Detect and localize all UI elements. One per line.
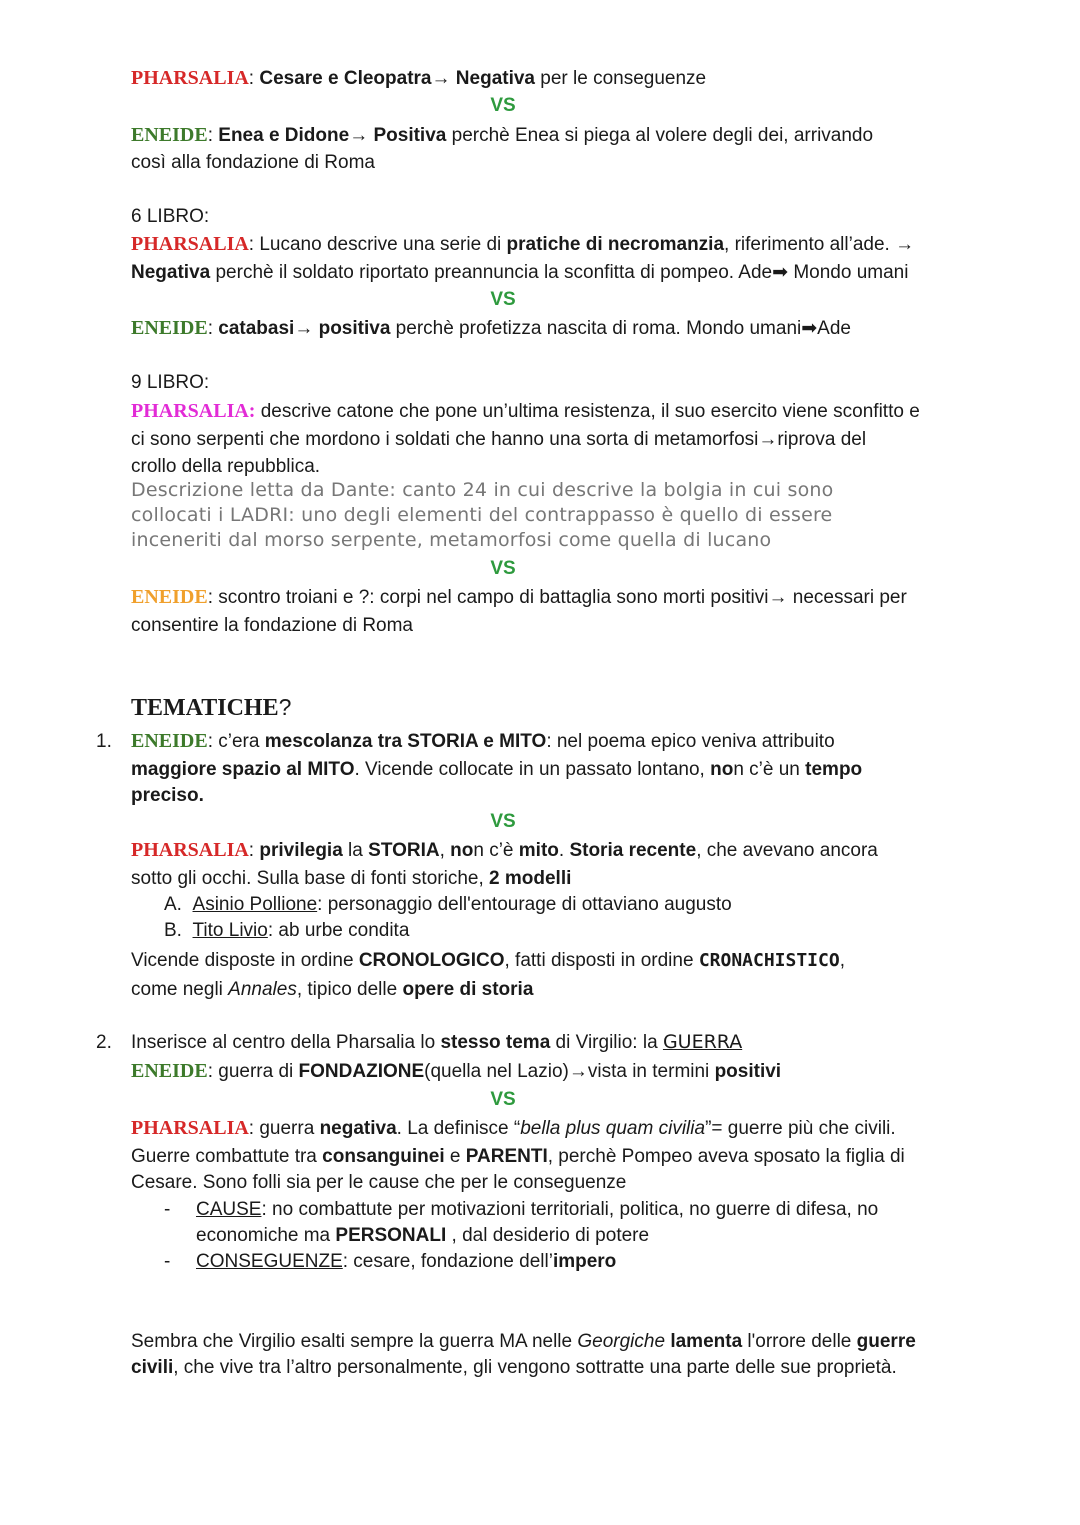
- text: positiva: [318, 318, 391, 339]
- text: . Vicende collocate in un passato lontano,: [354, 759, 711, 780]
- dante-note-line: collocati i LADRI: uno degli elementi del contrappasso è quello di essere: [131, 504, 833, 526]
- pharsalia-libro9-line: [131, 398, 920, 425]
- eneide-tematica-line: [131, 728, 835, 755]
- text: Cesare e Cleopatra: [259, 68, 432, 89]
- text: c’era: [218, 731, 265, 752]
- eneide-label: ENEIDE: [131, 317, 208, 339]
- text: privilegia: [259, 840, 343, 861]
- text: economiche ma: [196, 1225, 336, 1246]
- text: , che vive tra l’altro personalmente, gli vengono sottratte una parte delle sue proprietà.: [173, 1357, 897, 1378]
- bullet-dash: -: [164, 1199, 171, 1220]
- text: n c’è: [473, 840, 519, 861]
- closing-line: [131, 1328, 916, 1355]
- heading-text: TEMATICHE: [131, 695, 279, 721]
- text-line: [131, 1029, 742, 1056]
- text: Georgiche: [577, 1331, 666, 1352]
- text: , tipico delle: [296, 979, 403, 1000]
- conseguenze-line: [196, 1248, 616, 1275]
- text: , fatti disposti in ordine: [504, 950, 699, 971]
- eneide-label: ENEIDE: [131, 1060, 208, 1082]
- text: no: [710, 759, 734, 780]
- text-line: ci sono serpenti che mordono i soldati che hanno una sorta di metamorfosi→riprova del: [131, 429, 867, 450]
- text: ,: [439, 840, 451, 861]
- text: Positiva: [373, 125, 447, 146]
- text: per le conseguenze: [535, 68, 707, 89]
- text: CRONACHISTICO: [698, 950, 840, 971]
- text: tempo: [805, 759, 863, 780]
- pharsalia-libro6-line: [131, 231, 914, 258]
- text: , dal desiderio di potere: [446, 1225, 650, 1246]
- text: maggiore spazio al MITO: [131, 759, 355, 780]
- text: l'orrore delle: [742, 1331, 857, 1352]
- pharsalia-guerra-line: [131, 1115, 896, 1142]
- text: negativa: [319, 1118, 397, 1139]
- text-line: preciso.: [131, 785, 204, 806]
- eneide-libro9-line: [131, 584, 907, 611]
- text: perchè profetizza nascita di roma. Mondo umani: [390, 318, 802, 339]
- list-letter: A.: [164, 894, 182, 915]
- text: Ade: [817, 318, 851, 339]
- pharsalia-tematica-line: [131, 837, 878, 864]
- text: guerra: [259, 1118, 320, 1139]
- pharsalia-label: PHARSALIA: [131, 233, 249, 255]
- tematiche-heading: [131, 692, 291, 725]
- text: , che avevano ancora: [696, 840, 878, 861]
- sub-list-item: [164, 917, 409, 944]
- pharsalia-label: PHARSALIA:: [131, 400, 256, 422]
- text: CRONOLOGICO: [358, 950, 505, 971]
- dante-note-line: Descrizione letta da Dante: canto 24 in cui descrive la bolgia in cui sono: [131, 479, 834, 501]
- text: 2 modelli: [489, 868, 572, 889]
- text: lamenta: [670, 1331, 743, 1352]
- text: :: [207, 587, 219, 608]
- vs-label: VS: [490, 1089, 516, 1110]
- eneide-guerra-line: [131, 1058, 781, 1085]
- text: :: [248, 68, 260, 89]
- eneide-enea-line: [131, 122, 873, 149]
- pharsalia-cesare-line: [131, 65, 706, 92]
- text: ,: [839, 950, 845, 971]
- text: :: [207, 1061, 219, 1082]
- text: bella plus quam civilia: [520, 1118, 706, 1139]
- source-name: Tito Livio: [192, 920, 268, 941]
- text: , riferimento all’ade. →: [724, 234, 915, 255]
- text: :: [207, 125, 219, 146]
- libro-6-heading: 6 LIBRO:: [131, 206, 210, 227]
- list-letter: B.: [164, 920, 182, 941]
- text: mito: [518, 840, 559, 861]
- text: , perchè Pompeo aveva sposato la figlia di: [547, 1146, 905, 1167]
- eneide-label: ENEIDE: [131, 586, 208, 608]
- text: descrive catone che pone un’ultima resistenza, il suo esercito viene sconfitto e: [255, 401, 920, 422]
- text: Negativa: [131, 262, 211, 283]
- text: GUERRA: [662, 1031, 743, 1053]
- text: consanguinei: [322, 1146, 445, 1167]
- text: : ab urbe condita: [267, 920, 410, 941]
- text: guerra di: [218, 1061, 299, 1082]
- text-line: [131, 947, 845, 974]
- text-line: consentire la fondazione di Roma: [131, 615, 414, 636]
- libro-9-heading: 9 LIBRO:: [131, 372, 210, 393]
- text: : nel poema epico veniva attribuito: [546, 731, 835, 752]
- text: (quella nel Lazio)→vista in termini: [424, 1061, 715, 1082]
- text-line: [131, 756, 862, 783]
- text: Vicende disposte in ordine: [131, 950, 359, 971]
- text: positivi: [714, 1061, 782, 1082]
- text: .: [558, 840, 570, 861]
- eneide-libro6-line: [131, 315, 851, 342]
- sub-list-item: [164, 891, 732, 918]
- text: Lucano descrive una serie di: [259, 234, 507, 255]
- text: la: [342, 840, 369, 861]
- arrow-icon: ➡: [801, 318, 818, 339]
- text: come negli: [131, 979, 229, 1000]
- closing-line: [131, 1354, 897, 1381]
- text: sotto gli occhi. Sulla base di fonti storiche,: [131, 868, 490, 889]
- arrow: →: [431, 68, 456, 89]
- text-line: Cesare. Sono folli sia per le cause che per le conseguenze: [131, 1172, 627, 1193]
- eneide-label: ENEIDE: [131, 730, 208, 752]
- text: CONSEGUENZE: [196, 1251, 343, 1272]
- text: mescolanza tra STORIA e MITO: [264, 731, 547, 752]
- text: . La definisce “: [396, 1118, 521, 1139]
- text: :: [248, 1118, 260, 1139]
- text: FONDAZIONE: [298, 1061, 425, 1082]
- cause-line: [196, 1196, 878, 1223]
- dante-note-line: inceneriti dal morso serpente, metamorfosi come quella di lucano: [131, 529, 772, 551]
- text: :: [248, 234, 260, 255]
- text: ”= guerre più che civili.: [705, 1118, 896, 1139]
- text-line: [196, 1222, 649, 1249]
- text-line: così alla fondazione di Roma: [131, 152, 375, 173]
- text: PERSONALI: [335, 1225, 447, 1246]
- text: perchè Enea si piega al volere degli dei, arrivando: [446, 125, 874, 146]
- text: impero: [552, 1251, 617, 1272]
- pharsalia-label: PHARSALIA: [131, 1117, 249, 1139]
- pharsalia-label: PHARSALIA: [131, 67, 249, 89]
- text: Storia recente: [569, 840, 697, 861]
- vs-label: VS: [490, 95, 516, 116]
- vs-label: VS: [490, 289, 516, 310]
- text: e: [444, 1146, 466, 1167]
- list-number: 1.: [96, 731, 112, 752]
- text-line: [131, 1143, 905, 1170]
- text-line: [131, 259, 908, 286]
- text: scontro troiani e ?: corpi nel campo di battaglia sono morti positivi→ necessari per: [218, 587, 907, 608]
- text-line: [131, 865, 571, 892]
- arrow: →: [349, 125, 374, 146]
- source-name: Asinio Pollione: [192, 894, 318, 915]
- text: no: [450, 840, 474, 861]
- text: Sembra che Virgilio esalti sempre la guerra MA nelle: [131, 1331, 578, 1352]
- text: :: [248, 840, 260, 861]
- list-number: 2.: [96, 1032, 112, 1053]
- text: Guerre combattute tra: [131, 1146, 323, 1167]
- text: :: [207, 318, 219, 339]
- text: guerre: [856, 1331, 916, 1352]
- text: : personaggio dell'entourage di ottaviano augusto: [317, 894, 732, 915]
- text: ?: [278, 694, 292, 720]
- text-line: [131, 976, 533, 1003]
- text: PARENTI: [465, 1146, 548, 1167]
- vs-label: VS: [490, 558, 516, 579]
- text: catabasi: [218, 318, 295, 339]
- text: pratiche di necromanzia: [506, 234, 725, 255]
- text: perchè il soldato riportato preannuncia la sconfitta di pompeo. Ade: [210, 262, 773, 283]
- text: STORIA: [368, 840, 440, 861]
- text: Negativa: [455, 68, 535, 89]
- text: Mondo umani: [788, 262, 909, 283]
- text: n c’è un: [733, 759, 806, 780]
- pharsalia-label: PHARSALIA: [131, 839, 249, 861]
- text: CAUSE: [196, 1199, 262, 1220]
- text: :: [207, 731, 219, 752]
- vs-label: VS: [490, 811, 516, 832]
- text: Inserisce al centro della Pharsalia lo: [131, 1032, 441, 1053]
- text: Annales: [228, 979, 297, 1000]
- bullet-dash: -: [164, 1251, 171, 1272]
- arrow-icon: ➡: [772, 262, 789, 283]
- text-line: crollo della repubblica.: [131, 456, 321, 477]
- eneide-label: ENEIDE: [131, 124, 208, 146]
- text: stesso tema: [440, 1032, 551, 1053]
- text: di Virgilio: la: [550, 1032, 663, 1053]
- text: : no combattute per motivazioni territoriali, politica, no guerre di difesa, no: [261, 1199, 879, 1220]
- text: : cesare, fondazione dell’: [342, 1251, 553, 1272]
- text: Enea e Didone: [218, 125, 350, 146]
- text: civili: [131, 1357, 174, 1378]
- arrow: →: [294, 318, 319, 339]
- text: opere di storia: [402, 979, 534, 1000]
